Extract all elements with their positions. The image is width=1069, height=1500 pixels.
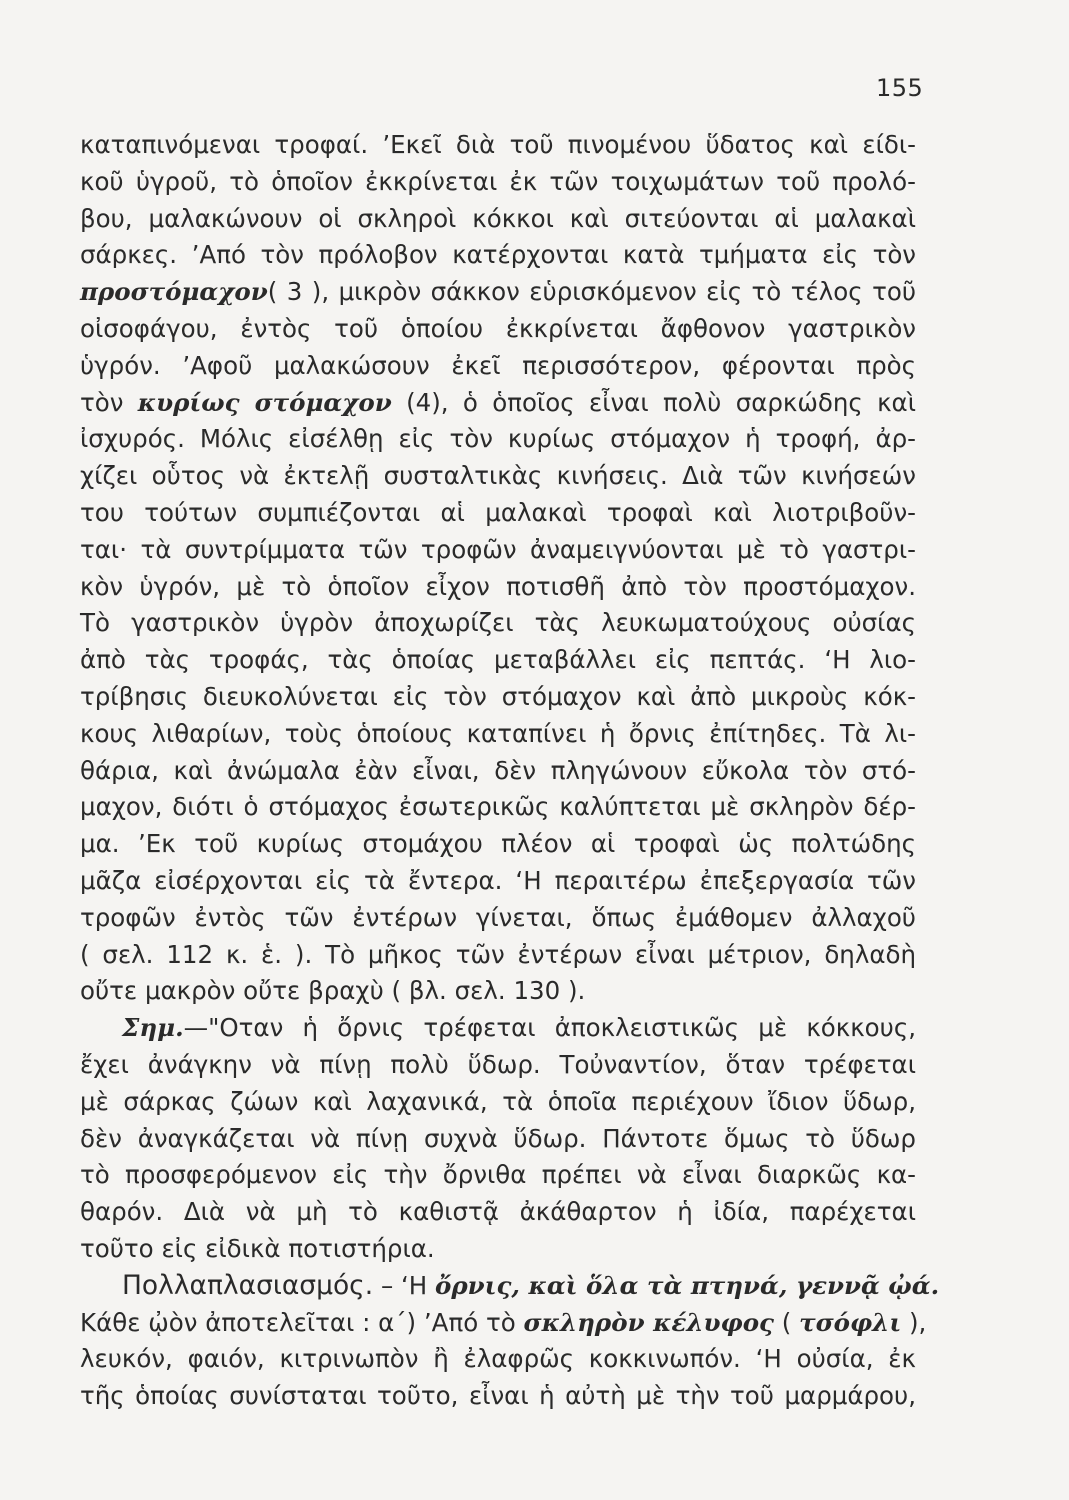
text-line: μαχον, διότι ὁ στόμαχος ἐσωτερικῶς καλύπτεται μὲ σκληρὸν δέρ- [80,792,916,822]
text-line: δὲν ἀναγκάζεται νὰ πίνῃ συχνὰ ὕδωρ. Πάντοτε ὅμως τὸ ὕδωρ [80,1123,916,1153]
text-line: κοῦ ὑγροῦ, τὸ ὁποῖον ἐκκρίνεται ἐκ τῶν τοιχωμάτων τοῦ προλό- [80,166,916,196]
text-line: του τούτων συμπιέζονται αἱ μαλακαὶ τροφαὶ καὶ λιοτριβοῦν- [80,497,916,527]
text-line: τὸν κυρίως στόμαχον (4), ὁ ὁποῖος εἶναι πολὺ σαρκώδης καὶ [80,387,916,417]
text-line: Τὸ γαστρικὸν ὑγρὸν ἀποχωρίζει τὰς λευκωματούχους οὐσίας [80,608,916,638]
text-line: θάρια, καὶ ἀνώμαλα ἐὰν εἶναι, δὲν πληγώνουν εὔκολα τὸν στό- [80,755,916,785]
text-line: οἰσοφάγου, ἐντὸς τοῦ ὁποίου ἐκκρίνεται ἄφθονον γαστρικὸν [80,313,916,343]
text-line: ται· τὰ συντρίμματα τῶν τροφῶν ἀναμειγνύονται μὲ τὸ γαστρι- [80,534,916,564]
term-emphasis: κυρίως στόμαχον [137,387,392,417]
text-line: μὲ σάρκας ζώων καὶ λαχανικά, τὰ ὁποῖα περιέχουν ἴδιον ὕδωρ, [80,1086,916,1116]
text-line: ἔχει ἀνάγκην νὰ πίνῃ πολὺ ὕδωρ. Τοὐναντίον, ὅταν τρέφεται [80,1049,916,1079]
text-line: μᾶζα εἰσέρχονται εἰς τὰ ἔντερα. ‘Η περαιτέρω ἐπεξεργασία τῶν [80,865,916,895]
text-line: κὸν ὑγρόν, μὲ τὸ ὁποῖον εἶχον ποτισθῆ ἀπὸ τὸν προστόμαχον. [80,571,916,601]
text-line: τοῦτο εἰς εἰδικὰ ποτιστήρια. [80,1233,435,1263]
text-line: χίζει οὗτος νὰ ἐκτελῇ συσταλτικὰς κινήσεις. Διὰ τῶν κινήσεών [80,461,916,491]
text-line: βου, μαλακώνουν οἱ σκληροὶ κόκκοι καὶ σιτεύονται αἱ μαλακαὶ [80,203,916,233]
body-text [80,127,940,1415]
term-emphasis: τσόφλι [799,1307,902,1337]
text-line: μα. ’Εκ τοῦ κυρίως στομάχου πλέον αἱ τροφαὶ ὡς πολτώδης [80,829,916,859]
text-line: σάρκες. ’Από τὸν πρόλοβον κατέρχονται κατὰ τμήματα εἰς τὸν [80,240,916,270]
text-line: καταπινόμεναι τροφαί. ’Εκεῖ διὰ τοῦ πινομένου ὕδατος καὶ είδι- [80,130,916,159]
text-line: οὔτε μακρὸν οὔτε βραχὺ ( βλ. σελ. 130 ). [80,976,586,1006]
text-line: λευκόν, φαιόν, κιτρινωπὸν ἢ ἐλαφρῶς κοκκινωπόν. ‘Η οὐσία, ἐκ [80,1344,916,1374]
text-line: προστόμαχον( 3 ), μικρὸν σάκκον εὑρισκόμενον εἰς τὸ τέλος τοῦ [80,277,916,307]
text-line: θαρόν. Διὰ νὰ μὴ τὸ καθιστᾷ ἀκάθαρτον ἡ ἰδία, παρέχεται [80,1197,916,1227]
term-emphasis: σκληρὸν κέλυφος [523,1307,774,1337]
text-line: ὑγρόν. ’Αφοῦ μαλακώσουν ἐκεῖ περισσότερον, φέρονται πρὸς [80,350,916,380]
text-line: τρίβησις διευκολύνεται εἰς τὸν στόμαχον καὶ ἀπὸ μικροὺς κόκ- [80,681,916,711]
text-line: ( σελ. 112 κ. ἑ. ). Τὸ μῆκος τῶν ἐντέρων εἶναι μέτριον, δηλαδὴ [80,939,916,969]
note-label: Σημ. [122,1013,184,1043]
page-number: 155 [876,74,924,102]
text-line: Πολλαπλασιασμός. – ‘Η ὄρνις, καὶ ὅλα τὰ πτηνά, γεννᾷ ᾠά. [122,1269,940,1301]
text-line: ἰσχυρός. Μόλις εἰσέλθῃ εἰς τὸν κυρίως στόμαχον ἡ τροφή, ἀρ- [80,424,916,454]
text-line: τῆς ὁποίας συνίσταται τοῦτο, εἶναι ἡ αὐτὴ μὲ τὴν τοῦ μαρμάρου, [80,1381,916,1411]
term-emphasis: ὄρνις, καὶ ὅλα τὰ πτηνά, γεννᾷ ᾠά. [434,1270,940,1300]
text-line: ἀπὸ τὰς τροφάς, τὰς ὁποίας μεταβάλλει εἰς πεπτάς. ‘Η λιο- [80,645,916,675]
term-emphasis: προστόμαχον [80,277,268,307]
text-line: Σημ.—"Οταν ἡ ὄρνις τρέφεται ἀποκλειστικῶς μὲ κόκκους, [122,1013,916,1043]
text-line: τὸ προσφερόμενον εἰς τὴν ὄρνιθα πρέπει νὰ εἶναι διαρκῶς κα- [80,1160,916,1190]
text-line: Κάθε ᾠὸν ἀποτελεῖται : α΄) ’Από τὸ σκληρὸν κέλυφος ( τσόφλι ), [80,1307,927,1337]
text-line: κους λιθαρίων, τοὺς ὁποίους καταπίνει ἡ ὄρνις ἐπίτηδες. Τὰ λι- [80,718,916,748]
text-line: τροφῶν ἐντὸς τῶν ἐντέρων γίνεται, ὅπως ἐμάθομεν ἀλλαχοῦ [80,902,916,932]
section-heading: Πολλαπλασιασμός. [122,1269,374,1301]
